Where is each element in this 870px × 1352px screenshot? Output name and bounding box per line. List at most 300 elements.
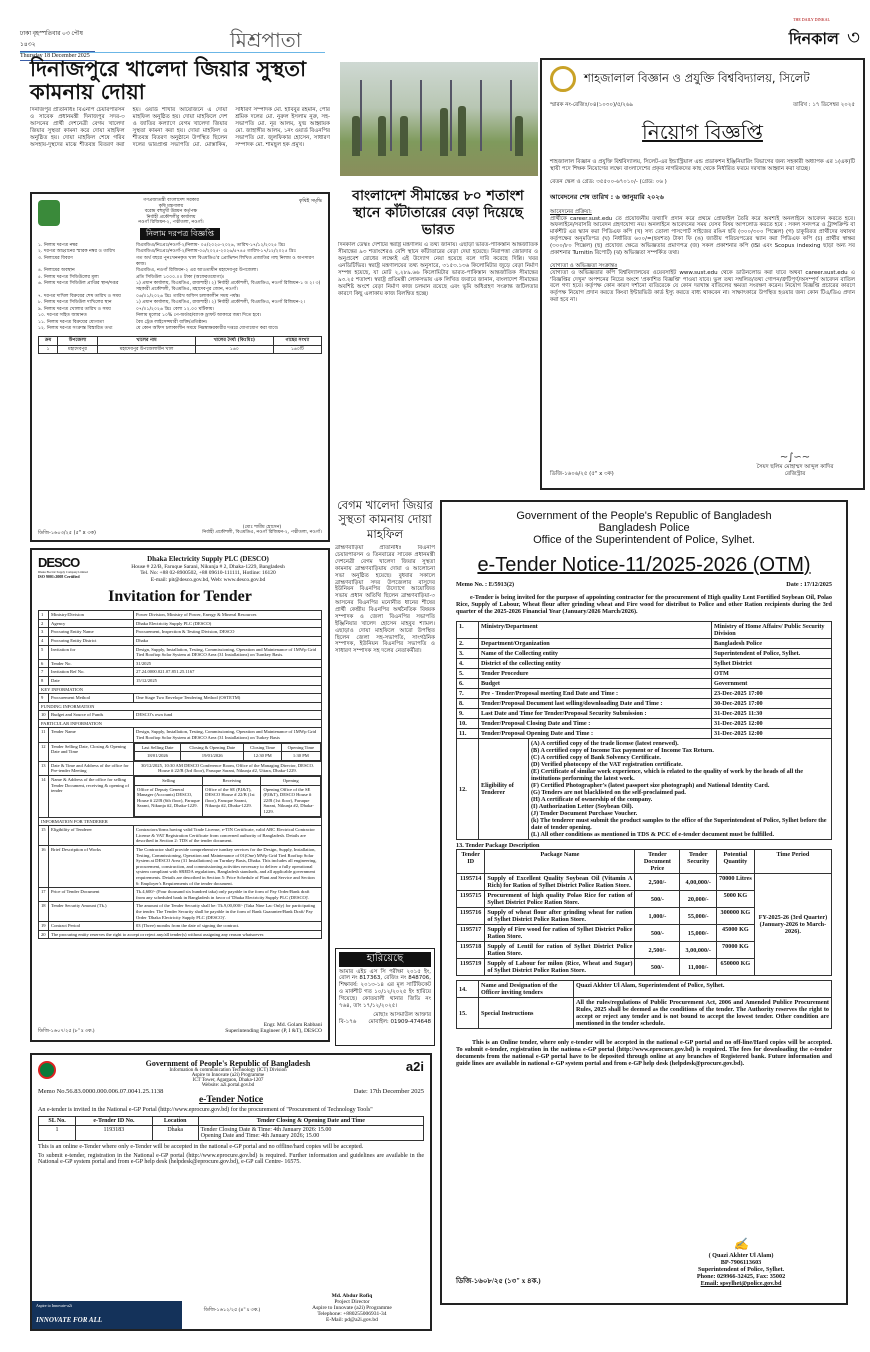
table-row (39, 930, 322, 939)
tender-title: e-Tender Notice-11/2025-2026 (OTM) (477, 554, 811, 576)
eligibility-item: (A) A certified copy of the trade license (latest renewed). (531, 740, 679, 747)
table-cell: 31-Dec-2025 12:00 (712, 729, 832, 739)
table-cell: 1. (457, 622, 479, 639)
table-cell: 20,000/- (680, 891, 717, 908)
head-line: Information & communication Technology (ICT) Division (169, 1068, 287, 1073)
auction-row (38, 243, 322, 249)
table-row (39, 676, 322, 685)
eligibility-item: (J) Tender Document Purchase Voucher. (531, 810, 638, 817)
table-cell: 5. (457, 669, 479, 679)
auction-notice (30, 192, 330, 542)
table-row (135, 752, 321, 761)
row-value: গত অর্থ বছরে পুনঃখননকৃত খাল বিএমডিএ'র প্রোভিশন লিখিত প্রজাতির গাছ নিলাম ও অপসারণ কাজ। (136, 255, 314, 267)
auction-subtable (38, 336, 322, 354)
table-cell: 11,000/- (680, 959, 717, 976)
notice-date: Date: 17th December 2025 (353, 1088, 424, 1095)
table-row (39, 694, 322, 703)
table-cell: 18/01/2026 (135, 752, 181, 761)
table-cell: 1195714 (457, 874, 485, 891)
row-label: ৫. নিলাম দরপত্র সিডিউলের মূল্য (38, 274, 99, 280)
table-cell: খালের নাম (97, 337, 195, 346)
table-row (457, 649, 832, 659)
date-english: Thursday 18 December 2025 (20, 52, 95, 61)
table-cell: Receiving (203, 777, 261, 786)
note: To submit e-tender, registration in the National e-GP portal (http://www.eprocure.gov.bd) is required. Further information and guidelines are available in the National e-GP system portal and from e-GP help desk (helpdesk@eprocure.gov.bd), e-GP call Centre- 16575. (38, 1153, 424, 1165)
table-cell: 1195719 (457, 959, 485, 976)
paper-name: দিনকাল (788, 28, 839, 48)
table-row (457, 998, 832, 1029)
table-row (457, 874, 832, 891)
table-row (457, 659, 832, 669)
package-table (456, 849, 832, 976)
procedure-title: আবেদনের প্রক্রিয়া: (550, 208, 592, 215)
table-cell: Power Division, Ministry of Power, Energy & Mineral Resources (134, 611, 322, 620)
table-cell: 1195718 (457, 942, 485, 959)
note: This is an online e-Tender where only e-Tender will be accepted in the national e-GP portal and no offline/hard copies will be accepted. (38, 1144, 364, 1150)
head-line: বরেন্দ্র বহুমুখী উন্নয়ন কর্তৃপক্ষ (144, 209, 198, 215)
table-cell: 11. (457, 729, 479, 739)
table-cell: Tender/Proposal Document last selling/downloading Date and Time : (479, 699, 712, 709)
notice-title: নিয়োগ বিজ্ঞপ্তি (642, 120, 763, 144)
table-cell: 1,000/- (635, 908, 680, 925)
signer-name: Engr. Md. Golam Rabbani (263, 1021, 322, 1028)
head-line: কৃষি মন্ত্রণালয় (158, 203, 184, 209)
slogan: কৃষিই সমৃদ্ধি (298, 198, 322, 204)
eligibility-item: (k) The tenderer must submit the product samples to the office of the Superintendent of Police, Sylhet before the date of tender opening. (531, 817, 827, 831)
table-cell: Tender No. (49, 659, 134, 668)
table-cell: 12:30 PM (244, 752, 281, 761)
table-cell: Invitation for (49, 645, 134, 659)
table-row (457, 639, 832, 649)
table-cell: 12. (457, 739, 479, 840)
table-cell: Tender Document Price (635, 850, 680, 874)
package-title: 13. Tender Package Description (456, 842, 540, 849)
table-row (457, 669, 832, 679)
table-cell: Dhaka Electricity Supply PLC (DESCO) (134, 619, 322, 628)
col-head: SL No. (39, 1117, 76, 1126)
table-cell: Name and Designation of the Officer inviting tenders (479, 981, 574, 998)
cell: 1193183 (76, 1126, 153, 1141)
row-value: ০৭/০১/২০২৬ খ্রিঃ বেলা ১২.০০ ঘটিকায়। (136, 306, 215, 312)
table-cell: 4. (457, 659, 479, 669)
table-cell: Ministry of Home Affairs/ Public Security Division (712, 622, 832, 639)
row-label: ৮. নিলাম দরপত্র সিডিউল দাখিলের স্থান (38, 300, 112, 306)
table-row (39, 685, 322, 694)
head-line: Aspire to Innovate (a2i) Programme (191, 1073, 265, 1078)
table-cell: Contract Period (49, 922, 134, 931)
border-fence-photo (340, 62, 538, 176)
lost-name: মোছাঃ আসমাউল আক্তার (373, 1011, 431, 1018)
procedure-body: প্রার্থীকে career.sust.edu তে প্রয়োজনীয় তথ্যাদি প্রদান করে প্রথমে প্রোফাইল তৈরি করে অবশ্যই অনলাইনে আবেদন করতে হবে। অফলাইনে/সরাসরি আবেদন গ্রহণযোগ্য নয়। অনলাইনে আবেদনের সময় যেসব বিষয় আপলোড করতে হবে : সকল সনদপত্র ও ট্রান্সক্রিপ্ট বা মার্কশীট এর স্ক্যান করা পিডিএফ কপি (খ) সদ্য তোলা পাসপোর্ট সাইজের রঙিন ছবি (৩০০/৩০০ পিক্সেল) (গ) চাকুরিরত প্রার্থীদের যথাযথ কর্তৃপক্ষের অনুমতিপত্র (ঘ) নির্ধারিত ৬০০/=(ছয়শত) টাকা ফি (ঙ) জাতীয় পরিচয়পত্রের স্ক্যান করা পিডিএফ কপি (চ) প্রার্থীর স্বাক্ষর (৩০০/৮০ পিক্সেল) (ছ) প্রযোজ্য ক্ষেত্রে অভিজ্ঞতার প্রমাণপত্র (জ) সকল প্রকাশনার কপি (ISI এবং Scopus indexing ছাড়া অন্য সব প্রকাশনার Turnitin রিপোর্ট) (ঝ) অভিজ্ঞতা সম্পর্কিত তথ্য। (550, 215, 855, 256)
table-cell: Supply of Excellent Quality Soybean Oil (Vitamin A Rich) for Ration of Sylhet District Police Ration Store. (485, 874, 635, 891)
table-cell: 13 (39, 761, 49, 775)
table-cell: ১৬০টি (273, 345, 321, 354)
table-cell: 7 (39, 668, 49, 677)
table-row (135, 777, 321, 786)
signer-name: ( Quazi Akhter Ul Alam) (708, 1252, 774, 1259)
desco-notice (30, 548, 330, 1042)
table-cell: Brief Description of Works (49, 845, 134, 887)
table-row (457, 679, 832, 689)
table-row (39, 902, 322, 922)
table-cell: 20 (39, 930, 49, 939)
signer-line: Email: spsylhet@police.gov.bd (700, 1280, 782, 1287)
a2i-table (38, 1116, 424, 1141)
story3-headline: বেগম খালেদা জিয়ার সুস্থতা কামনায় দোয়া মাহফিল (337, 498, 433, 541)
a2i-notice (30, 1053, 432, 1331)
table-cell: Tender Security (680, 850, 717, 874)
table-cell: Date (49, 676, 134, 685)
table-cell: Package Name (485, 850, 635, 874)
table-row (39, 668, 322, 677)
table-cell: 2 (39, 619, 49, 628)
table-row (39, 728, 322, 742)
eligibility-item: (D) Verified photocopy of the VAT registration certificate. (531, 761, 683, 768)
table-row (457, 622, 832, 639)
signer-name: Md. Abdur Rofiq (331, 1293, 373, 1299)
table-cell: 10. (457, 719, 479, 729)
table-cell: Name of the Collecting entity (479, 649, 712, 659)
signer-line: Superintendent of Police, Sylhet. (697, 1266, 785, 1273)
signer-line: Telephone: +880255006931-34 (317, 1311, 387, 1317)
table-row (39, 711, 322, 720)
memo-number: স্মারক নং-রেজিঃ/০৪(১০৩০)/৫/২৬৯ (550, 102, 634, 108)
row-label: ৯. নিলাম দরপত্র খোলার তারিখ ও সময় (38, 306, 111, 312)
table-cell: Pre - Tender/Proposal meeting End Date and Time : (479, 689, 712, 699)
eligibility-item: (G) Tenders are not blacklisted on the self-proclaimed pad. (531, 789, 686, 796)
notice-intro: শাহজালাল বিজ্ঞান ও প্রযুক্তি বিশ্ববিদ্যালয়, সিলেট-এর ইন্ডাস্ট্রিয়াল এন্ড প্রডাকশন ইঞ্জিনিয়ারিং বিভাগের জন্য সহকারী অধ্যাপক এর ১(এক)টি স্থায়ী পদে শিক্ষক নিয়োগের লক্ষ্যে বাংলাদেশের প্রকৃত নাগরিকদের কাছ থেকে নির্ধারিত ফরমে দরখাস্ত আহ্বান করা যাচ্ছে। (550, 159, 855, 172)
table-row (457, 709, 832, 719)
note: This is an Online tender, where only e-tender will be accepted in the national e-GP portal and no off-line/Hard copies will be accepted. To submit e-tender, registration in the nationa e-GP portal (http://www.eprocure.gov.bd) is required. The fees for downloading the e-tender documents from the national e-GP portal have to be deposited through online at any branches of Registered bank. Future information and guide lines are available in national e-GP system portal and from e-GP help desk (helpdesk@procure.gov.bd). (456, 1039, 832, 1067)
tender-title: Invitation for Tender (108, 587, 252, 605)
table-cell: 4 (39, 636, 49, 645)
table-row (39, 761, 322, 775)
table-cell: মহাদেবপুর উপজেলাধীন খাল (97, 345, 195, 354)
auction-row (38, 256, 322, 267)
table-cell: 6. (457, 679, 479, 689)
table-cell: Eligibility of Tenderer (49, 826, 134, 846)
table-cell: 14. (457, 981, 479, 998)
org-tel: Tel. No: +88 02-8900502, +88 09610-111111, Hotline: 16120 (140, 570, 276, 577)
table-row (39, 702, 322, 711)
table-cell: Design, Supply, Installation, Testing, Commissioning, Operation and Maintenance of 1MWp Grid Tied Rooftop Solar System at DESCO Area (31 Installations) on Turnkey Basis. (134, 645, 322, 659)
section-title: মিশ্রপাতা (230, 28, 302, 52)
table-cell: ক্রম (39, 337, 58, 346)
table-cell: PARTICULAR INFORMATION (39, 719, 322, 728)
head-line: ICT Tower, Agargaon, Dhaka-1207 (192, 1078, 264, 1083)
page-number: ৩ (846, 24, 860, 49)
auction-row (38, 249, 322, 255)
table-cell: 16 (39, 845, 49, 887)
row-label: ১২. নিলাম দরপত্র সংক্রান্ত বিস্তারিত তথ্য (38, 326, 113, 332)
table-cell: 7. (457, 689, 479, 699)
table-cell: Budget and Source of Funds (49, 711, 134, 720)
table-cell: 3 (39, 628, 49, 637)
table-cell: গাছের সংখ্যা (273, 337, 321, 346)
eligibility-item: (F) Certified Photographer's (latest passport size photograph) and National Identity Card. (531, 782, 770, 789)
university-logo-icon (550, 66, 576, 92)
signer-line: Aspire to Innovate (a2i) Programme (312, 1305, 392, 1311)
table-cell: INFORMATION FOR TENDERER (39, 817, 322, 826)
table-cell: 12 (39, 742, 49, 761)
paper-name-en: THE DAILY DINKAL (793, 17, 830, 22)
table-cell: 9 (39, 694, 49, 703)
paper-logo (740, 18, 860, 56)
table-cell: 4,00,000/- (680, 874, 717, 891)
table-cell: 11 (39, 728, 49, 742)
table-cell: Potential Quantity (716, 850, 754, 874)
table-cell: Price of Tender Document (49, 888, 134, 902)
table-cell: FY-2025-26 (3rd Quarter) (January-2026 to March-2026). (754, 874, 831, 976)
table-row (39, 776, 322, 818)
row-value: প্রতি সিডিউল ১০০০.০০ টাকা (অফেরতযোগ্য)। (136, 274, 225, 280)
row-value: যে কোন অফিস চলাকালীন সময়ে নিম্নস্বাক্ষরকারীর দপ্তরে যোগাযোগ করা যাবে। (136, 326, 279, 332)
table-row (39, 817, 322, 826)
table-cell: Supply of Fire wood for ration of Sylhet District Police Ration Store. (485, 925, 635, 942)
cell: Dhaka (152, 1126, 198, 1141)
deadline: আবেদনের শেষ তারিখ : ৬ জানুয়ারি ২০২৬ (550, 192, 664, 201)
auction-row (38, 307, 322, 313)
table-row (39, 619, 322, 628)
table-row (39, 628, 322, 637)
row-label: ৬. নিলাম দরপত্র সিডিউল প্রাপ্তির স্থান/দপ্তর (38, 281, 119, 287)
table-cell: Opening Office of the SE (P,I&T), DESCO House # 22/B (1st floor), Faruque Sarani, Nikunja #2, Dhaka-1229. (261, 785, 321, 816)
table-cell: মহাদেবপুর (58, 345, 98, 354)
table-cell: Supply of wheat flour after grinding wheat for ration of Sylhet District Police Ration Store. (485, 908, 635, 925)
table-cell: Date & Time and Address of the office for Pre-tender Meeting (49, 761, 134, 775)
table-cell: Closing & Opening Date (181, 743, 244, 752)
govt-seal-icon (38, 1061, 56, 1079)
table-cell: Invitation Ref No. (49, 668, 134, 677)
eligibility-item: (C) A certified copy of Bank Solvency Certificate. (531, 754, 661, 761)
signer-title: Superintending Engineer (P, I &T), DESCO (225, 1028, 322, 1035)
head-line: নির্বাহী প্রকৌশলীর কার্যালয় (146, 214, 196, 220)
head-line: নওগাঁ রিজিয়ন-২, পত্নীতলা, নওগাঁ। (138, 220, 204, 226)
notice-date: Date : 17/12/2025 (786, 581, 832, 588)
table-cell: Tk.4,600/- (Four thousand six hundred taka) only payable in the form of Pay Order/Bank draft from any scheduled bank in Bangladesh in favor of 'Dhaka Electricity Supply PLC (DESCO)'. (134, 888, 322, 902)
story1-body: দিনাজপুর প্রতিনিধিঃ বিএনপি চেয়ারপারসন ও সাবেক প্রধানমন্ত্রী দিনাজপুর সদর-৩ আসনের প্রার্থী দেশনেত্রী বেগম খালেদা জিয়ার সুস্থতা কামনা করে দোয়া মাহফিল অনুষ্ঠিত হয়। দোয়া মাহফিল শেষে গরিব অসহায়-দুস্থদের মাঝে শীতবস্ত্র বিতরণ করা হয়। ওয়ার্ড শাখার আয়োজনে এ দোয়া মাহফিল অনুষ্ঠিত হয়। দোয়া মাহফিলে দেশ ও জাতির কল্যাণে বেগম খালেদা জিয়ার সুস্থতা কামনা করা হয়। দোয়া মাহফিল ও শীতবস্ত্র বিতরণ অনুষ্ঠানে উপস্থিত ছিলেন দলের ভারপ্রাপ্ত সভাপতি মো. মোস্তাকিম, সাধারণ সম্পাদক মো. হাবিবুর রহমান, পৌর শ্রমিক দলের মো. নুরুল ইসলাম নুরু, সহ-সভাপতি মো. নূর আলম, যুগ্ম আহ্বায়ক মো. জাহাঙ্গীর আলম, ১নং ওয়ার্ড বিএনপির সভাপতি মো. জুলফিকার হোসেন, সাধারণ সম্পাদক মো. শামছুল হক প্রমুখ। (30, 107, 330, 148)
table-row (39, 611, 322, 620)
table-cell: 5 (39, 645, 49, 659)
table-cell: All the rules/regulations of Public Procurement Act, 2006 and Amended Publice Procurement Rules, 2025 shall be deemed as the conditions of the tender. The Authority reserves the right to accept or reject any tender and is not bound to accept the lowest tender. Other condition are mentioned in the tender schedule. (574, 998, 832, 1029)
auction-row (38, 320, 322, 326)
eligibility-item: (B) A certified copy of Income Tax payment or of Income Tax Return. (531, 747, 714, 754)
head-line: Government of People's Republic of Bangladesh (145, 1059, 311, 1068)
story3 (335, 498, 435, 944)
table-cell: Tender/Proposal Opening Date and Time : (479, 729, 712, 739)
auction-row (38, 268, 322, 274)
table-cell: Superintendent of Police, Sylhet. (712, 649, 832, 659)
org-email: E-mail: pit@desco.gov.bd, Web: www.desco.gov.bd (150, 576, 266, 583)
lost-phone: মোবাইল: 01909-474648 (368, 1018, 431, 1025)
row-value: বৈধ ট্রেড লাইসেন্সধারী ব্যক্তি/প্রতিষ্ঠান। (136, 319, 208, 325)
lost-title: হারিয়েছে (339, 952, 431, 967)
signer-name: (মোঃ শামীম হোসেন) (242, 524, 282, 530)
table-cell: Sylhet District (712, 659, 832, 669)
table-cell: Procurement of high quality Polao Rice for ration of Sylhet District Police Ration Store. (485, 891, 635, 908)
table-cell: 650000 KG (716, 959, 754, 976)
ad-ref: ডিজি-১৬০৭/২৫ (৮" x ৩ক.) (38, 1028, 95, 1034)
ad-ref: ডিজি-১৬০৮/২৫ (১৩" x ৪ক.) (456, 1277, 541, 1285)
auction-row (38, 313, 322, 319)
eligibility-item: (E) Certificate of similar work experience, which is related to the quality of work by the heads of all the institutions performing the latest work. (531, 768, 803, 782)
story1-headline: দিনাজপুরে খালেদা জিয়ার সুস্থতা কামনায় দোয়া (30, 57, 307, 105)
head-line: Website: a2i.portal.gov.bd (201, 1083, 255, 1088)
table-row (39, 719, 322, 728)
table-row (39, 826, 322, 846)
ad-ref: ডিজি-১৬১২/২৫ (৪" x ৩ক.) (203, 1308, 261, 1313)
table-cell: Tender Name (49, 728, 134, 742)
ad-ref: ডিজি-১৬০৩/২৫ (৫" x ৩ক) (38, 529, 96, 536)
notice-intro: e-Tender is being invited for the purpose of appointing contractor for the procurement of High quality Lent Fortified Soybean Oil, Polao Rice, Supply of Labour, Wheat flour after grinding wheat and Fire wood for distribut to Police and other Ration recipients during the 3rd quarter of the 2025-2026 Financial Year (January/2026 March/2026). (456, 594, 832, 615)
table-cell: Tender ID (457, 850, 485, 874)
table-row (457, 719, 832, 729)
row-label: ৭. দরপত্র দাখিল বিক্রয়ের শেষ তারিখ ও সময় (38, 293, 121, 299)
table-cell: Supply of Labour for milon (Rice, Wheat and Sugar) of Sylhet District Police Ration Store. (485, 959, 635, 976)
table-cell: Quazi Akhter Ul Alam, Superintendent of Police, Sylhet. (574, 981, 832, 998)
university-name: শাহজালাল বিজ্ঞান ও প্রযুক্তি বিশ্ববিদ্যালয়, সিলেট (584, 70, 810, 85)
auction-row (38, 326, 322, 332)
table-cell: Opening Time (281, 743, 320, 752)
table-cell: Dhaka (134, 636, 322, 645)
col-head: e-Tender ID No. (76, 1117, 153, 1126)
table-cell: The Contractor shall provide comprehensive turnkey services for the Design, Supply, Installation, Testing, Commissioning, Operation and Maintenance of 01(One) MWp Grid Tied Rooftop Solar System at DESCO Area (31 Installations) on Turnkey Basis, Dhaka. This includes all engineering, procurement, construction, and commissioning activities necessary to deliver a fully operational system compliant with SREDA regulations, Bangladesh standards, and all applicable government requirements. Details are described in Section 5: Price Schedule of Plant and Service and Section 6: Employer's Requirements of the tender document. (134, 845, 322, 887)
table-cell: 19/01/2026 (181, 752, 244, 761)
table-cell: 27.24.0000.021.07.851.25.1167 (134, 668, 322, 677)
table-cell: Last Selling Date (135, 743, 181, 752)
table-cell: 3,00,000/- (680, 942, 717, 959)
table-cell: Supply of Lentil for ration of Sylhet District Police Ration Store. (485, 942, 635, 959)
table-cell: KEY INFORMATION (39, 685, 322, 694)
org-address: House # 22/B, Faruque Sarani, Nikunja # 2, Dhaka-1229, Bangladesh (131, 563, 285, 570)
police-notice (440, 500, 848, 1305)
col-head: Tender Closing & Opening Date and Time (198, 1117, 423, 1126)
table-cell: Tender Selling Date, Closing & Opening Date and Time (49, 742, 134, 761)
row-value: ১) প্রধান কার্যালয়, বিএমডিএ, রাজশাহী। ২) নির্বাহী প্রকৌশলী, বিএমডিএ, নওগাঁ রিজিয়ন-১ ও ২। ৩) সহকারী প্রকৌশলী, বিএমডিএ, মহাদেবপুর জোন, নওগাঁ। (136, 281, 321, 292)
table-cell: DESCO's own fund (134, 711, 322, 720)
signer-name: সৈয়দ ছলিম মোহাম্মদ আব্দুল কাদির (756, 464, 834, 471)
row-value: বিএমডিএ, নওগাঁ রিজিয়ন-২ এর আওতাধীন মহাদেবপুর উপজেলা। (136, 268, 259, 274)
table-row (135, 785, 321, 816)
table-cell: 17 (39, 888, 49, 902)
row-value: ১) প্রধান কার্যালয়, বিএমডিএ, রাজশাহী। ২) নির্বাহী প্রকৌশলী, বিএমডিএ, নওগাঁ রিজিয়ন-২। (136, 300, 305, 306)
row-label: ২. দরপত্র আহ্বানের স্মারক নম্বর ও তারিখ (38, 249, 115, 255)
table-cell: খালের দৈর্ঘ্য (কিঃমিঃ) (196, 337, 274, 346)
row-label: ৪. নিলামের অবস্থান (38, 268, 75, 274)
table-cell: 45000 KG (716, 925, 754, 942)
table-row (457, 699, 832, 709)
table-cell: Procuring Entity Name (49, 628, 134, 637)
table-cell: Name & Address of the office for selling Tender Document, receiving & opening of tender (49, 776, 134, 818)
table-cell: Department/Organization (479, 639, 712, 649)
table-row (39, 636, 322, 645)
signature: ~∫∽~ (779, 451, 811, 463)
table-cell: 1:30 PM (281, 752, 320, 761)
table-cell: OTM (712, 669, 832, 679)
row-label: ১১. নিলাম দরপত্র বিক্রয়ের যোগ্যতা (38, 319, 104, 325)
table-cell: Selling (135, 777, 203, 786)
table-cell: 5000 KG (716, 891, 754, 908)
ad-ref: বি-১৭৬ (339, 1018, 357, 1025)
row-value: ০৬/০১/২০২৬ খ্রিঃ তারিখ অফিস চলাকালীন সময় পর্যন্ত। (136, 293, 241, 299)
memo-number: Memo No. : E/5913(2) (456, 581, 515, 588)
auction-title: নিলাম দরপত্র বিজ্ঞপ্তি (140, 228, 220, 240)
cell: 1 (39, 1126, 76, 1141)
table-cell: 31/2025 (134, 659, 322, 668)
story2-headline: বাংলাদেশ সীমান্তের ৮০ শতাংশ স্থানে কাঁটাতারের বেড়া দিয়েছে ভারত (352, 188, 524, 238)
table-row (39, 659, 322, 668)
table-row (457, 850, 832, 874)
table-cell: Tender Procedure (479, 669, 712, 679)
table-cell: 15 (39, 826, 49, 846)
table-cell: 15,000/- (680, 925, 717, 942)
table-cell: 1195716 (457, 908, 485, 925)
row-label: ১০. দরপত্র সহিত জামানত (38, 313, 87, 319)
table-cell: 6 (39, 659, 49, 668)
qualification-title: যোগ্যতা ও অভিজ্ঞতা সংক্রান্তঃ (550, 262, 618, 269)
table-cell: 9. (457, 709, 479, 719)
table-cell: Closing Time (244, 743, 281, 752)
table-row (135, 743, 321, 752)
col-head: Location (152, 1117, 198, 1126)
table-cell: 8 (39, 676, 49, 685)
table-cell: 55,000/- (680, 908, 717, 925)
head-line: Bangladesh Police (598, 522, 690, 534)
table-cell: ১ (39, 345, 58, 354)
table-cell: Procuring Entity District (49, 636, 134, 645)
desco-logo: DESCO (38, 555, 80, 570)
head-line: গণপ্রজাতন্ত্রী বাংলাদেশ সরকার (143, 198, 199, 203)
police-info-table-2 (456, 980, 832, 1029)
lost-body: আমার এইচ এস সি পরীক্ষা ২০১৫ ইং, রোল নং 817363, রেজিঃ নং 848706, শিক্ষাবর্ষ: ২০১৩-১৪ এর মূল সার্টিফিকেট ও মার্কশীট গত ১০/১২/২০২৫ ইং হারিয়ে গিয়েছে। কোতয়ালী থানার জিডি নং ৭৬৪, তাং ১৭/১২/২০২৫। (339, 968, 431, 1009)
table-cell: 500/- (635, 925, 680, 942)
banner-top: Aspire to Innovate-a2i (36, 1303, 72, 1308)
table-row (457, 981, 832, 998)
table-cell: 500/- (635, 891, 680, 908)
table-cell: 1 (39, 611, 49, 620)
table-cell: 500/- (635, 959, 680, 976)
bmda-logo-icon (38, 200, 60, 226)
memo-number: Memo No.56.83.0000.000.006.07.0041.25.1138 (38, 1088, 164, 1095)
table-cell: 8. (457, 699, 479, 709)
table-cell: 31-Dec-2025 12:00 (712, 719, 832, 729)
table-cell: Budget (479, 679, 712, 689)
table-cell: Office of the SE (P,I&T), DESCO House # 22/B (1st floor), Faruque Sarani, Nikunja #2, Dhaka-1229. (203, 785, 261, 816)
table-cell: 15/12/2025 (134, 676, 322, 685)
eligibility-list (529, 739, 832, 840)
signer-line: Phone: 029966-32425, Fax: 35002 (696, 1273, 786, 1280)
table-cell: 70000 Litres (716, 874, 754, 891)
cell: Opening Date and Time: 4th January 2026; 15.00 (200, 1133, 320, 1139)
table-cell: 10 (39, 711, 49, 720)
auction-row (38, 300, 322, 306)
a2i-logo: a2i (405, 1059, 424, 1074)
table-cell: Tender/Proposal Closing Date and Time : (479, 719, 712, 729)
table-row (39, 845, 322, 887)
story1 (30, 58, 330, 182)
table-row (39, 922, 322, 931)
eligibility-item: (I) Authorization Letter (Soybean Oil). (531, 803, 634, 810)
table-cell: 300000 KG (716, 908, 754, 925)
table-cell: 1195717 (457, 925, 485, 942)
table-cell: The procuring entity reserves the right to accept or reject any/all tender(s) without assigning any reason whatsoever. (49, 930, 322, 939)
table-cell: Agency (49, 619, 134, 628)
org-name: Dhaka Electricity Supply PLC (DESCO) (147, 555, 269, 563)
qualification-body: যোগ্যতা ও অভিজ্ঞতার কপি বিশ্ববিদ্যালয়ের ওয়েবসাইট www.sust.edu থেকে ডাউনলোড করা যাবে অথবা career.sust.edu এ 'বিজ্ঞপ্তির দেখুন' অপশনের নিচের অংশে 'প্রকাশিত বিজ্ঞপ্তি' পাওয়া যাবে। ভুল তথ্য সম্বলিত/তথ্য গোপন/ত্রুটিপূর্ণ/অসম্পূর্ণ আবেদন বাতিল বলে গণ্য হবে। কর্তৃপক্ষ কোন কারণ দর্শানো ব্যতিরেকে যে কোন দরখাস্ত বাতিলের ক্ষমতা সংরক্ষণ করেন। নিয়োগ বিজ্ঞপ্তি প্রচারের কারণে কর্তৃপক্ষ নিয়োগ প্রদান করতে কিংবা ইন্টারভিউ কার্ড ইস্যু করতে বাধ্য থাকবেন না। সাক্ষাৎকারে উপস্থিত হওয়ার জন্য কোন টিএ/ডিএ প্রদান করা হবে না। (550, 269, 855, 304)
signer-line: E-Mail: pd@a2i.gov.bd (326, 1317, 378, 1323)
table-cell: উপজেলা (58, 337, 98, 346)
table-row (39, 645, 322, 659)
